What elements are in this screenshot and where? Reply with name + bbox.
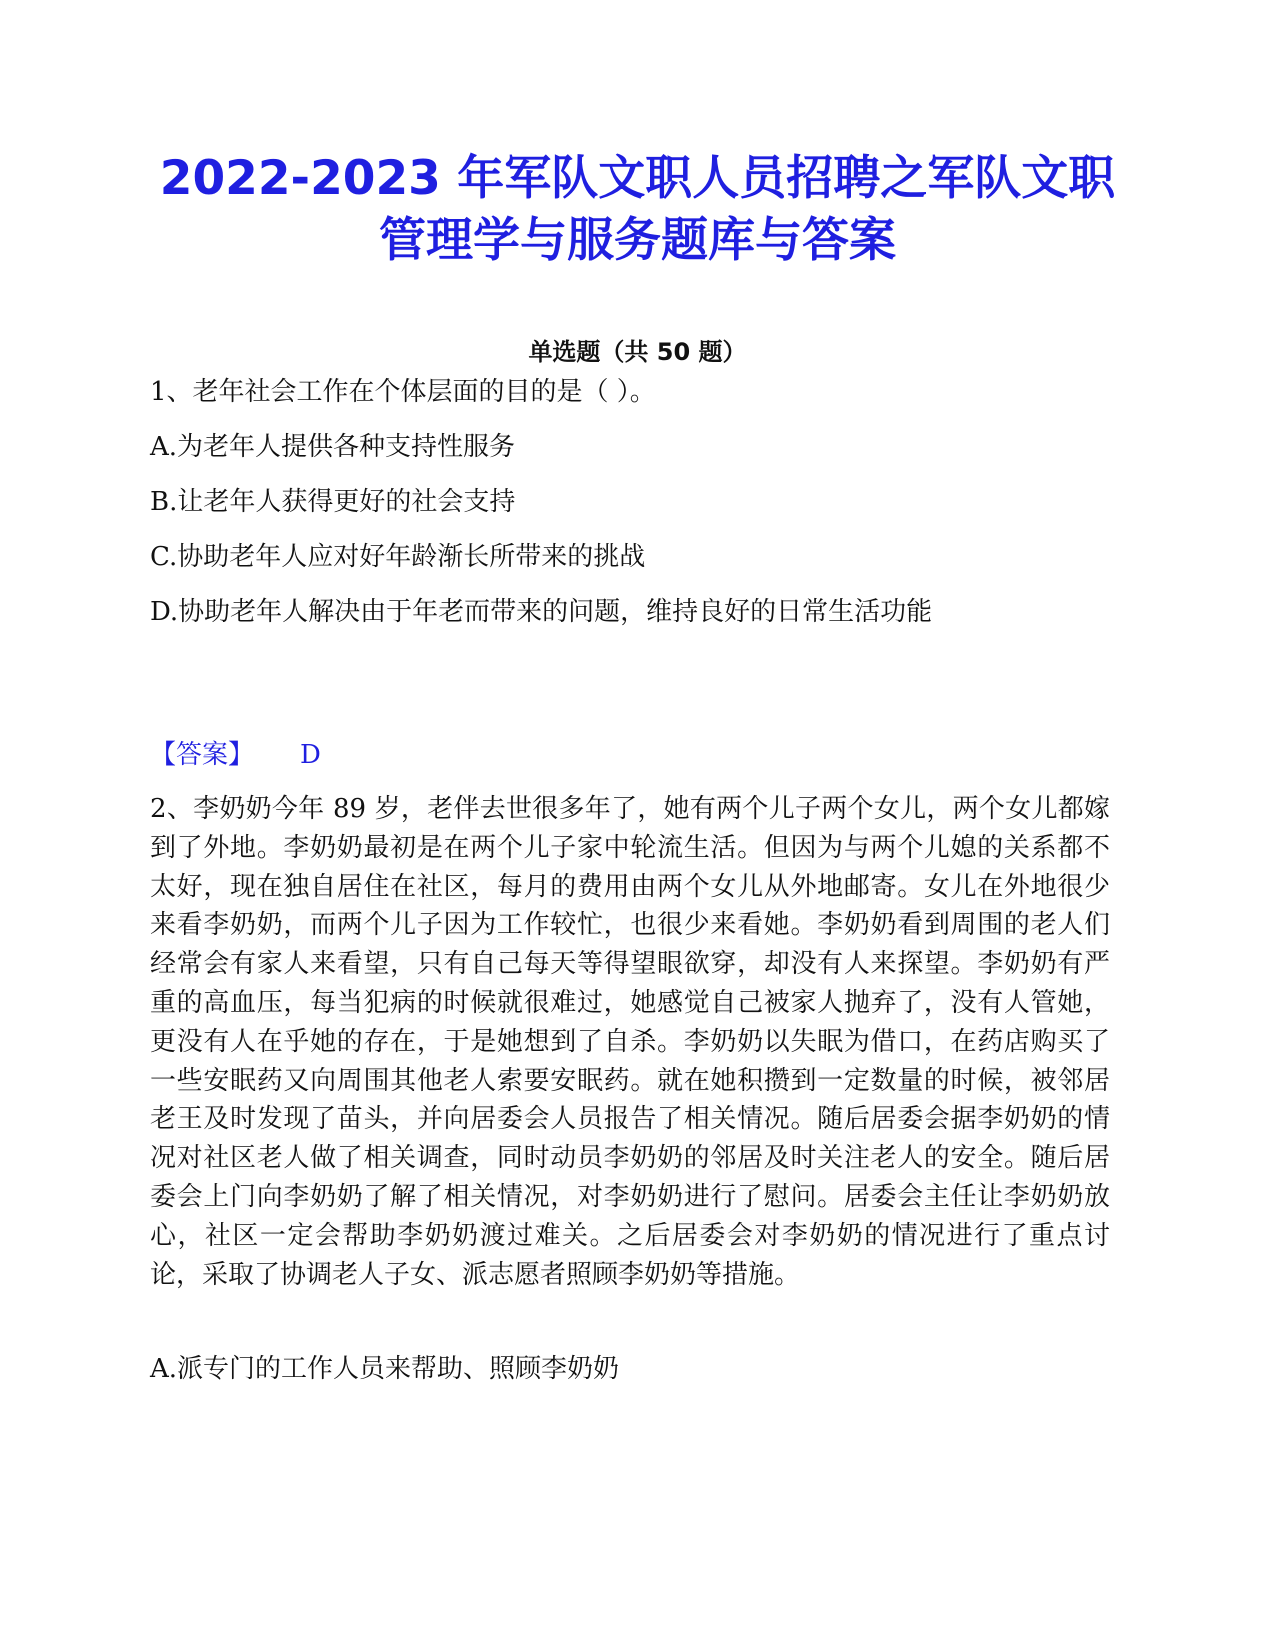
question-2-stem: 2、李奶奶今年 89 岁，老伴去世很多年了，她有两个儿子两个女儿，两个女儿都嫁到了外地。李奶奶最初是在两个儿子家中轮流生活。但因为与两个儿媳的关系都不太好，现在独自居住在社区，每月的费用由两个女儿从外地邮寄。女儿在外地很少来看李奶奶，而两个儿子因为工作较忙，也很少来看她。李奶奶看到周围的老人们经常会有家人来看望，只有自己每天等得望眼欲穿，却没有人来探望。李奶奶有严重的高血压，每当犯病的时候就很难过，她感觉自己被家人抛弃了，没有人管她，更没有人在乎她的存在，于是她想到了自杀。李奶奶以失眠为借口，在药店购买了一些安眠药又向周围其他老人索要安眠药。就在她积攒到一定数量的时候，被邻居老王及时发现了苗头，并向居委会人员报告了相关情况。随后居委会据李奶奶的情况对社区老人做了相关调查，同时动员李奶奶的邻居及时关注老人的安全。随后居委会上门向李奶奶了解了相关情况，对李奶奶进行了慰问。居委会主任让李奶奶放心，社区一定会帮助李奶奶渡过难关。之后居委会对李奶奶的情况进行了重点讨论，采取了协调老人子女、派志愿者照顾李奶奶等措施。 bbox=[150, 794, 1110, 1290]
title-line-1: 2022-2023 年军队文职人员招聘之军队文职 bbox=[159, 151, 1116, 206]
question-1-option-b: B.让老年人获得更好的社会支持 bbox=[150, 487, 516, 517]
question-1-stem: 1、老年社会工作在个体层面的目的是（ ）。 bbox=[150, 377, 656, 407]
document-title bbox=[130, 148, 1145, 272]
question-1-option-a: A.为老年人提供各种支持性服务 bbox=[150, 432, 516, 462]
title-line-2: 管理学与服务题库与答案 bbox=[379, 213, 896, 268]
section-heading: 单选题（共 50 题） bbox=[528, 338, 747, 366]
question-1-option-d: D.协助老年人解决由于年老而带来的问题，维持良好的日常生活功能 bbox=[150, 597, 933, 627]
answer-label: 【答案】 bbox=[150, 740, 255, 770]
answer-value: D bbox=[300, 740, 321, 770]
question-2-option-a: A.派专门的工作人员来帮助、照顾李奶奶 bbox=[150, 1354, 620, 1384]
question-1-answer bbox=[150, 738, 1110, 772]
question-1-option-c: C.协助老年人应对好年龄渐长所带来的挑战 bbox=[150, 542, 646, 572]
